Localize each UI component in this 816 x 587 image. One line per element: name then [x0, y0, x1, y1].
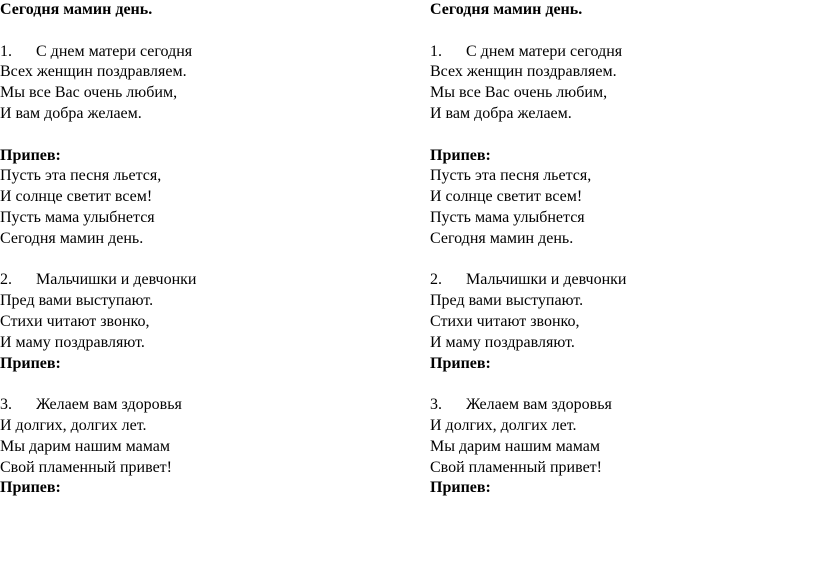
chorus-label: Припев: — [0, 354, 61, 372]
verse-line: Мы дарим нашим мамам — [430, 437, 600, 455]
verse-line: Мы все Вас очень любим, — [0, 84, 178, 102]
chorus-line: Сегодня мамин день. — [0, 229, 144, 247]
verse-1-first-line: 1. С днем матери сегодня — [0, 42, 390, 63]
verse-number: 3. — [430, 396, 442, 414]
song-column-right — [430, 0, 816, 499]
chorus-line: Пусть эта песня льется, — [430, 167, 592, 185]
chorus-line: Сегодня мамин день. — [430, 229, 574, 247]
chorus-label: Припев: — [0, 479, 61, 497]
chorus-label: Припев: — [0, 146, 61, 164]
song-title: Сегодня мамин день. — [430, 1, 583, 18]
verse-line: И вам добра желаем. — [430, 104, 572, 122]
verse-2-first-line: 2. Мальчишки и девчонки — [430, 270, 816, 291]
song-title: Сегодня мамин день. — [0, 1, 153, 18]
verse-line: Стихи читают звонко, — [430, 312, 580, 330]
chorus-line: Пусть мама улыбнется — [430, 208, 585, 226]
verse-line: Свой пламенный привет! — [0, 458, 172, 476]
verse-line: Стихи читают звонко, — [0, 312, 150, 330]
verse-line: Всех женщин поздравляем. — [430, 63, 617, 81]
verse-line: Всех женщин поздравляем. — [0, 63, 187, 81]
verse-line: Пред вами выступают. — [430, 292, 584, 310]
chorus-label: Припев: — [430, 146, 491, 164]
verse-3-first-line: 3. Желаем вам здоровья — [430, 395, 816, 416]
verse-number: 1. — [430, 42, 442, 60]
verse-number: 2. — [430, 271, 442, 289]
chorus-line: Пусть мама улыбнется — [0, 208, 155, 226]
verse-line: Мы все Вас очень любим, — [430, 84, 608, 102]
verse-2-first-line: 2. Мальчишки и девчонки — [0, 270, 390, 291]
verse-line: И маму поздравляют. — [430, 333, 575, 351]
verse-line: И вам добра желаем. — [0, 104, 142, 122]
verse-number: 2. — [0, 271, 12, 289]
chorus-line: И солнце светит всем! — [0, 188, 153, 206]
verse-line: Пред вами выступают. — [0, 292, 154, 310]
verse-1-first-line: 1. С днем матери сегодня — [430, 42, 816, 63]
song-column-left — [0, 0, 390, 499]
verse-3-first-line: 3. Желаем вам здоровья — [0, 395, 390, 416]
verse-line: Мы дарим нашим мамам — [0, 437, 170, 455]
verse-number: 3. — [0, 396, 12, 414]
verse-line: И маму поздравляют. — [0, 333, 145, 351]
verse-number: 1. — [0, 42, 12, 60]
verse-line: И долгих, долгих лет. — [0, 416, 147, 434]
chorus-line: Пусть эта песня льется, — [0, 167, 162, 185]
verse-line: Свой пламенный привет! — [430, 458, 602, 476]
chorus-label: Припев: — [430, 479, 491, 497]
chorus-line: И солнце светит всем! — [430, 188, 583, 206]
chorus-label: Припев: — [430, 354, 491, 372]
verse-line: И долгих, долгих лет. — [430, 416, 577, 434]
